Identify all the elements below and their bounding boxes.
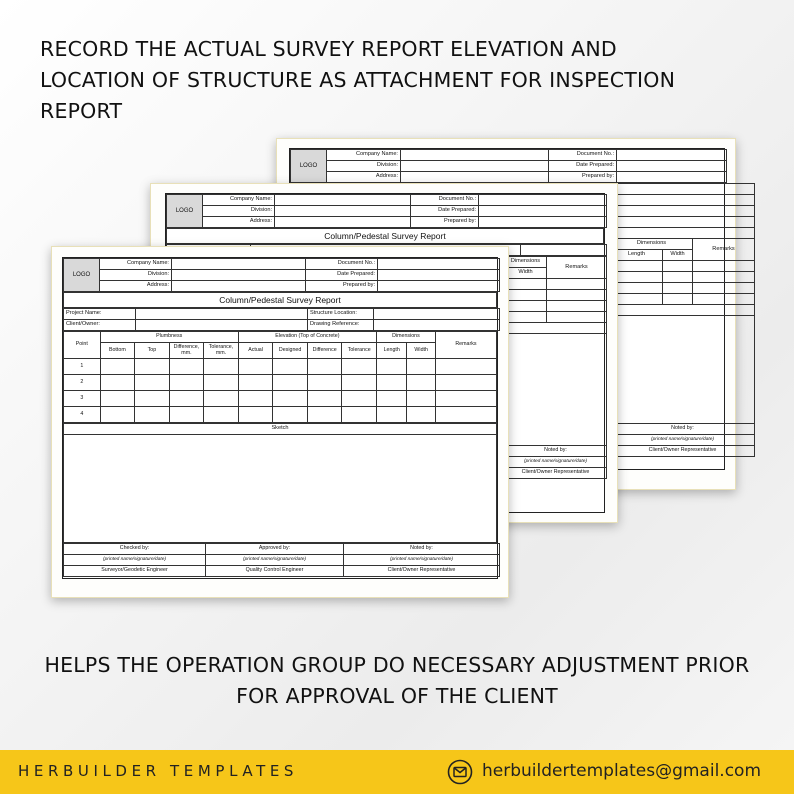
point-cell: 2 xyxy=(64,375,101,391)
dimensions-header: Dimensions xyxy=(376,332,435,343)
printed-name-hint: (printed name/signature/date) xyxy=(344,555,500,566)
elevation-header: Elevation (Top of Concrete) xyxy=(238,332,376,343)
width-header: Width xyxy=(407,343,435,359)
table-row xyxy=(64,375,497,391)
prepared-by-label: Prepared by: xyxy=(411,217,479,228)
address-label: Address: xyxy=(203,217,275,228)
top-header: Top xyxy=(135,343,170,359)
division-label: Division: xyxy=(100,270,172,281)
sketch-area[interactable] xyxy=(64,435,497,543)
date-prepared-label: Date Prepared: xyxy=(549,161,617,172)
prepared-by-label: Prepared by: xyxy=(549,172,617,183)
actual-header: Actual xyxy=(238,343,273,359)
role-qc: Quality Control Engineer xyxy=(206,566,344,577)
form-title: Column/Pedestal Survey Report xyxy=(167,229,604,244)
division-label: Division: xyxy=(203,206,275,217)
document-no-label: Document No.: xyxy=(411,195,479,206)
company-name-label: Company Name: xyxy=(203,195,275,206)
project-name-label: Project Name: xyxy=(64,309,136,320)
envelope-icon xyxy=(447,759,473,785)
headline xyxy=(40,34,760,127)
client-owner-label: Client/Owner: xyxy=(64,320,136,331)
difference-mm-header: Difference, mm. xyxy=(169,343,204,359)
drawing-reference-label: Drawing Reference: xyxy=(308,320,374,331)
printed-name-hint: (printed name/signature/date) xyxy=(611,435,755,446)
brand-name: HERBUILDER TEMPLATES xyxy=(18,762,299,780)
logo-placeholder: LOGO xyxy=(291,150,327,183)
length-header: Length xyxy=(376,343,406,359)
remarks-header: Remarks xyxy=(547,257,607,279)
plumbness-header: Plumbness xyxy=(100,332,238,343)
role-client: Client/Owner Representative xyxy=(611,446,755,457)
role-client: Client/Owner Representative xyxy=(505,468,607,479)
point-header: Point xyxy=(64,332,101,359)
address-label: Address: xyxy=(327,172,401,183)
company-name-label: Company Name: xyxy=(327,150,401,161)
width-header: Width xyxy=(663,250,693,261)
noted-by-label: Noted by: xyxy=(505,446,607,457)
checked-by-label: Checked by: xyxy=(64,544,206,555)
point-cell: 1 xyxy=(64,359,101,375)
headline-line-3: REPORT xyxy=(40,99,123,123)
logo-placeholder: LOGO xyxy=(64,259,100,292)
form-sheet-front xyxy=(51,246,509,598)
noted-by-label: Noted by: xyxy=(611,424,755,435)
length-header: Length xyxy=(611,250,663,261)
dimensions-header: Dimensions xyxy=(505,257,547,268)
designed-header: Designed xyxy=(273,343,308,359)
document-no-label: Document No.: xyxy=(306,259,378,270)
contact-email[interactable]: herbuildertemplates@gmail.com xyxy=(482,761,761,781)
address-label: Address: xyxy=(100,281,172,292)
role-surveyor: Surveyor/Geodetic Engineer xyxy=(64,566,206,577)
printed-name-hint: (printed name/signature/date) xyxy=(206,555,344,566)
headline-line-2: LOCATION OF STRUCTURE AS ATTACHMENT FOR INSPECTION xyxy=(40,68,676,92)
role-client: Client/Owner Representative xyxy=(344,566,500,577)
point-cell: 4 xyxy=(64,407,101,423)
table-row xyxy=(64,407,497,423)
subheadline-line-1: HELPS THE OPERATION GROUP DO NECESSARY ADJUSTMENT PRIOR xyxy=(44,653,750,677)
table-row xyxy=(64,391,497,407)
date-prepared-label: Date Prepared: xyxy=(306,270,378,281)
subheadline-line-2: FOR APPROVAL OF THE CLIENT xyxy=(236,684,558,708)
footer-bar xyxy=(0,750,794,794)
remarks-header: Remarks xyxy=(693,239,755,261)
structure-location-label: Structure Location: xyxy=(308,309,374,320)
form-title: Column/Pedestal Survey Report xyxy=(64,293,497,308)
approved-by-label: Approved by: xyxy=(206,544,344,555)
dimensions-header: Dimensions xyxy=(611,239,693,250)
company-name-label: Company Name: xyxy=(100,259,172,270)
subheadline xyxy=(30,650,764,712)
width-header: Width xyxy=(505,268,547,279)
tolerance-mm-header: Tolerance, mm. xyxy=(204,343,239,359)
difference-header: Difference xyxy=(307,343,342,359)
headline-line-1: RECORD THE ACTUAL SURVEY REPORT ELEVATION AND xyxy=(40,37,617,61)
point-cell: 3 xyxy=(64,391,101,407)
division-label: Division: xyxy=(327,161,401,172)
table-row xyxy=(64,359,497,375)
prepared-by-label: Prepared by: xyxy=(306,281,378,292)
bottom-header: Bottom xyxy=(100,343,135,359)
printed-name-hint: (printed name/signature/date) xyxy=(505,457,607,468)
date-prepared-label: Date Prepared: xyxy=(411,206,479,217)
remarks-header: Remarks xyxy=(435,332,496,359)
tolerance-header: Tolerance xyxy=(342,343,377,359)
noted-by-label: Noted by: xyxy=(344,544,500,555)
printed-name-hint: (printed name/signature/date) xyxy=(64,555,206,566)
logo-placeholder: LOGO xyxy=(167,195,203,228)
document-no-label: Document No.: xyxy=(549,150,617,161)
form-front xyxy=(62,257,498,579)
sketch-label: Sketch xyxy=(64,424,497,435)
